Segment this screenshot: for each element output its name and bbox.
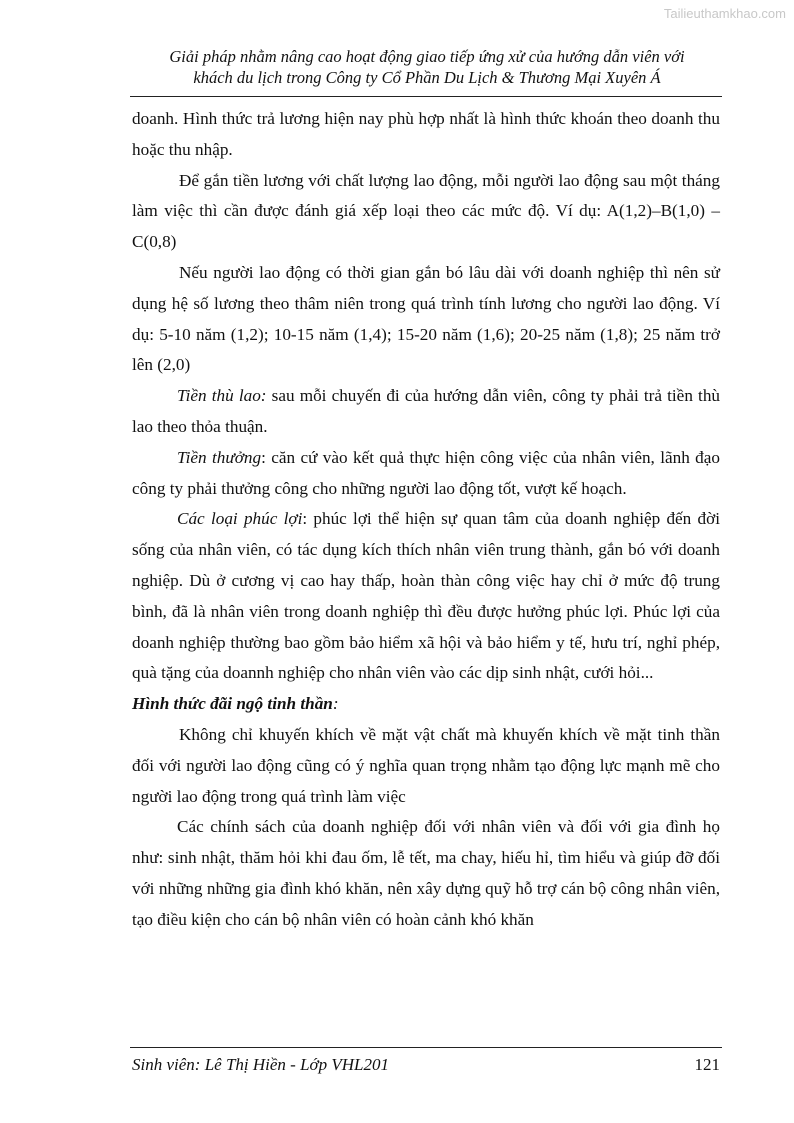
header-line-2: khách du lịch trong Công ty Cổ Phần Du Lịch & Thương Mại Xuyên Á xyxy=(193,68,661,87)
footer-student: Sinh viên: Lê Thị Hiền - Lớp VHL201 xyxy=(132,1055,389,1074)
header-line-1: Giải pháp nhằm nâng cao hoạt động giao tiếp ứng xử của hướng dẫn viên với xyxy=(169,47,685,66)
running-header xyxy=(132,46,722,88)
paragraph-5-label: Tiền thưởng xyxy=(177,447,262,467)
page-number: 121 xyxy=(694,1055,720,1074)
paragraph-2: Để gắn tiền lương với chất lượng lao động, mỗi người lao động sau một tháng làm việc thì cần được đánh giá xếp loại theo các mức độ. Ví dụ: A(1,2)–B(1,0) – C(0,8) xyxy=(132,170,720,252)
paragraph-1: doanh. Hình thức trả lương hiện nay phù hợp nhất là hình thức khoán theo doanh thu hoặc thu nhập. xyxy=(132,109,720,159)
page-body xyxy=(132,104,720,936)
paragraph-3: Nếu người lao động có thời gian gắn bó lâu dài với doanh nghiệp thì nên sử dụng hệ số lương theo thâm niên trong quá trình tính lương cho người lao động. Ví dụ: 5-10 năm (1,2); 10-15 năm (1,4); 15-20 năm (1,6); 20-25 năm (1,8); 25 năm trở lên (2,0) xyxy=(132,262,720,375)
paragraph-6-label: Các loại phúc lợi xyxy=(177,509,303,529)
paragraph-7: Không chỉ khuyến khích về mặt vật chất mà khuyến khích về mặt tinh thần đối với người lao động cũng có ý nghĩa quan trọng nhằm tạo động lực mạnh mẽ cho người lao động trong quá trình làm việc xyxy=(132,724,720,806)
watermark: Tailieuthamkhao.com xyxy=(663,6,786,21)
header-divider xyxy=(130,96,722,97)
section-heading-text: Hình thức đãi ngộ tinh thần xyxy=(132,694,333,714)
section-heading-colon: : xyxy=(332,694,339,714)
paragraph-5-text: : căn cứ vào kết quả thực hiện công việc của nhân viên, lãnh đạo công ty phải thưởng công cho những người lao động tốt, vượt kế hoạch. xyxy=(132,447,720,498)
paragraph-6 xyxy=(132,504,720,689)
paragraph-5 xyxy=(132,443,720,505)
paragraph-4-label: Tiền thù lao: xyxy=(177,386,267,406)
section-heading xyxy=(132,689,720,720)
paragraph-8: Các chính sách của doanh nghiệp đối với nhân viên và đối với gia đình họ như: sinh nhật, thăm hỏi khi đau ốm, lễ tết, ma chay, hiếu hỉ, tìm hiểu và giúp đỡ đối với những những gia đình khó khăn, nên xây dựng quỹ hỗ trợ cán bộ công nhân viên, tạo điều kiện cho cán bộ nhân viên có hoàn cảnh khó khăn xyxy=(132,817,720,929)
footer-divider xyxy=(130,1047,722,1048)
paragraph-4-text: sau mỗi chuyến đi của hướng dẫn viên, công ty phải trả tiền thù lao theo thỏa thuận. xyxy=(132,386,721,436)
paragraph-6-text: : phúc lợi thể hiện sự quan tâm của doanh nghiệp đến đời sống của nhân viên, có tác dụng kích thích nhân viên trung thành, gắn bó với doanh nghiệp. Dù ở cương vị cao hay thấp, hoàn thàn công việc hay chỉ ở mức độ trung bình, đã là nhân viên trong doanh nghiệp thì đều được hưởng phúc lợi. Phúc lợi của doanh nghiệp thường bao gồm bảo hiểm xã hội và bảo hiểm y tế, hưu trí, nghỉ phép, quà tặng của doannh nghiệp cho nhân viên vào các dịp sinh nhật, cưới hỏi... xyxy=(132,509,720,683)
paragraph-4 xyxy=(132,381,720,443)
